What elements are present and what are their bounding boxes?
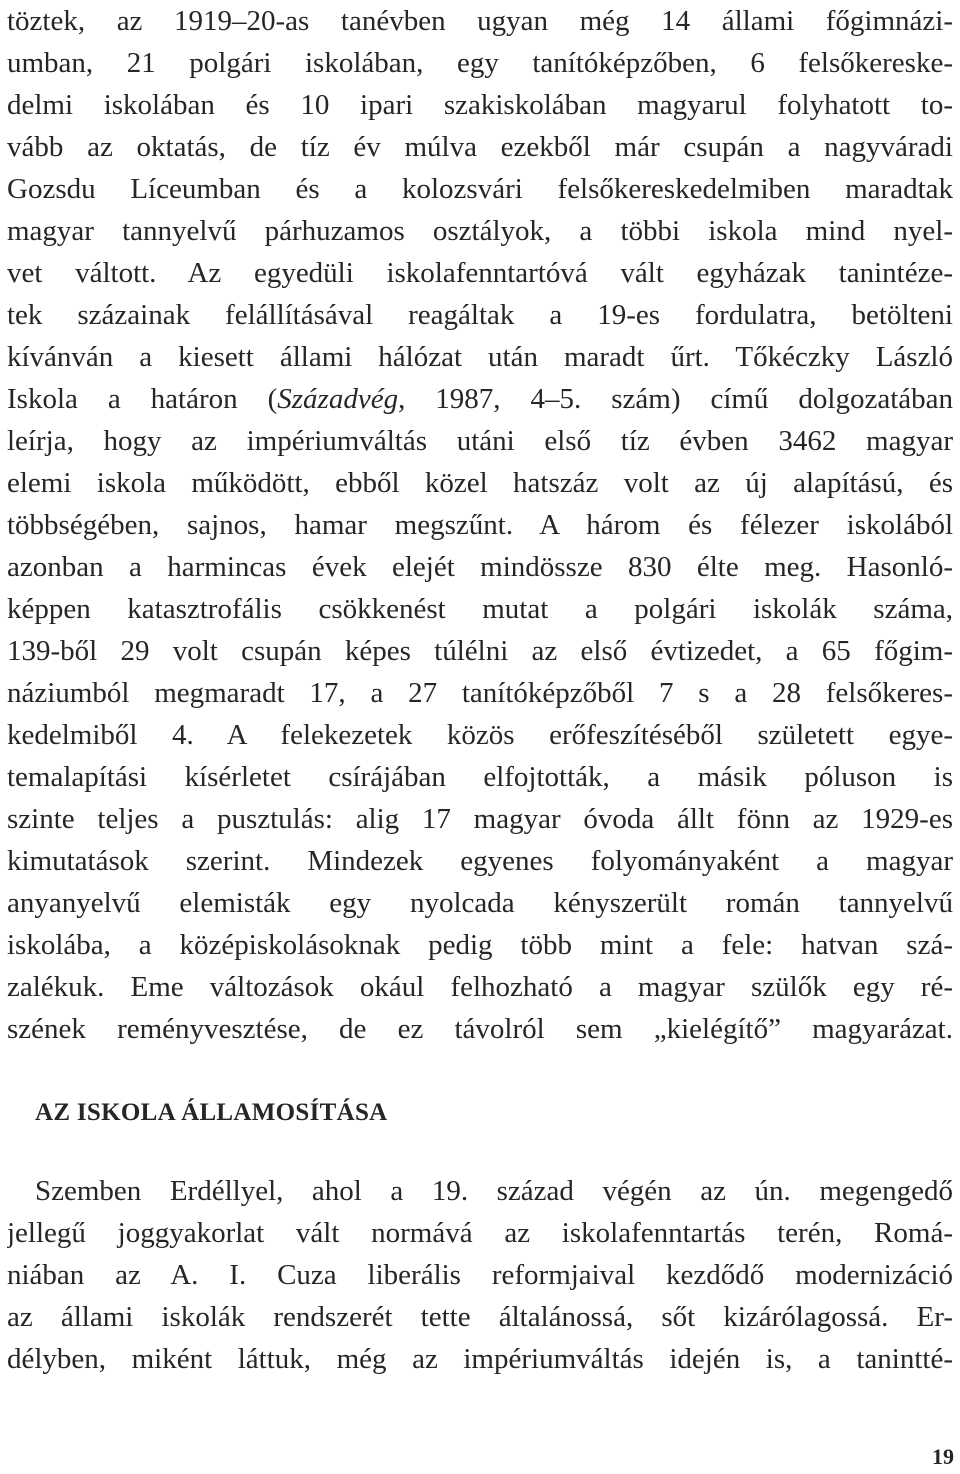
- text-line-with-citation: Iskola a határon (Századvég, 1987, 4–5. szám) című dolgozatában: [7, 383, 953, 415]
- text-line: jellegű joggyakorlat vált normává az iskolafenntartás terén, Romá-: [7, 1217, 953, 1249]
- text-line: leírja, hogy az impériumváltás utáni első tíz évben 3462 magyar: [7, 425, 953, 457]
- text-line: töztek, az 1919–20-as tanévben ugyan még 14 állami főgimnázi-: [7, 5, 953, 37]
- section-heading: AZ ISKOLA ÁLLAMOSÍTÁSA: [35, 1099, 388, 1126]
- page-number: 19: [932, 1444, 954, 1469]
- text-line: képpen katasztrofális csökkenést mutat a polgári iskolák száma,: [7, 593, 953, 625]
- text-line: azonban a harmincas évek elejét mindössze 830 élte meg. Hasonló-: [7, 551, 953, 583]
- text-line: az állami iskolák rendszerét tette általánossá, sőt kizárólagossá. Er-: [7, 1301, 953, 1333]
- text-line: anyanyelvű elemisták egy nyolcada kényszerült román tannyelvű: [7, 887, 953, 919]
- text-line: niában az A. I. Cuza liberális reformjaival kezdődő modernizáció: [7, 1259, 953, 1291]
- text-line: délyben, miként láttuk, még az impériumváltás idején is, a tanintté-: [7, 1343, 953, 1375]
- text-line: vet váltott. Az egyedüli iskolafenntartóvá vált egyházak tanintéze-: [7, 257, 953, 289]
- text-line: szének reményvesztése, de ez távolról sem „kielégítő” magyarázat.: [7, 1013, 953, 1045]
- text-line: kedelmiből 4. A felekezetek közös erőfeszítéséből született egye-: [7, 719, 953, 751]
- text-line: magyar tannyelvű párhuzamos osztályok, a többi iskola mind nyel-: [7, 215, 953, 247]
- text-line: szinte teljes a pusztulás: alig 17 magyar óvoda állt fönn az 1929-es: [7, 803, 953, 835]
- text-line: többségében, sajnos, hamar megszűnt. A három és félezer iskolából: [7, 509, 953, 541]
- text-line: elemi iskola működött, ebből közel hatszáz volt az új alapítású, és: [7, 467, 953, 499]
- text-line: kimutatások szerint. Mindezek egyenes folyományaként a magyar: [7, 845, 953, 877]
- text-line: Gozsdu Líceumban és a kolozsvári felsőkereskedelmiben maradtak: [7, 173, 953, 205]
- text-line: Szemben Erdéllyel, ahol a 19. század végén az ún. megengedő: [35, 1175, 953, 1207]
- text-line: iskolába, a középiskolásoknak pedig több mint a fele: hatvan szá-: [7, 929, 953, 961]
- text-line: delmi iskolában és 10 ipari szakiskolában magyarul folyhatott to-: [7, 89, 953, 121]
- journal-title: Századvég: [277, 383, 399, 415]
- text-line: umban, 21 polgári iskolában, egy tanítóképzőben, 6 felsőkereske-: [7, 47, 953, 79]
- text-line: zalékuk. Eme változások okául felhozható a magyar szülők egy ré-: [7, 971, 953, 1003]
- text-line: 139-ből 29 volt csupán képes túlélni az első évtizedet, a 65 főgim-: [7, 635, 953, 667]
- text-line: vább az oktatás, de tíz év múlva ezekből már csupán a nagyváradi: [7, 131, 953, 163]
- text-line: temalapítási kísérletet csírájában elfojtották, a másik póluson is: [7, 761, 953, 793]
- text-line: kívánván a kiesett állami hálózat után maradt űrt. Tőkéczky László: [7, 341, 953, 373]
- text-line: tek százainak felállításával reagáltak a 19-es fordulatra, betölteni: [7, 299, 953, 331]
- text-line: náziumból megmaradt 17, a 27 tanítóképzőből 7 s a 28 felsőkeres-: [7, 677, 953, 709]
